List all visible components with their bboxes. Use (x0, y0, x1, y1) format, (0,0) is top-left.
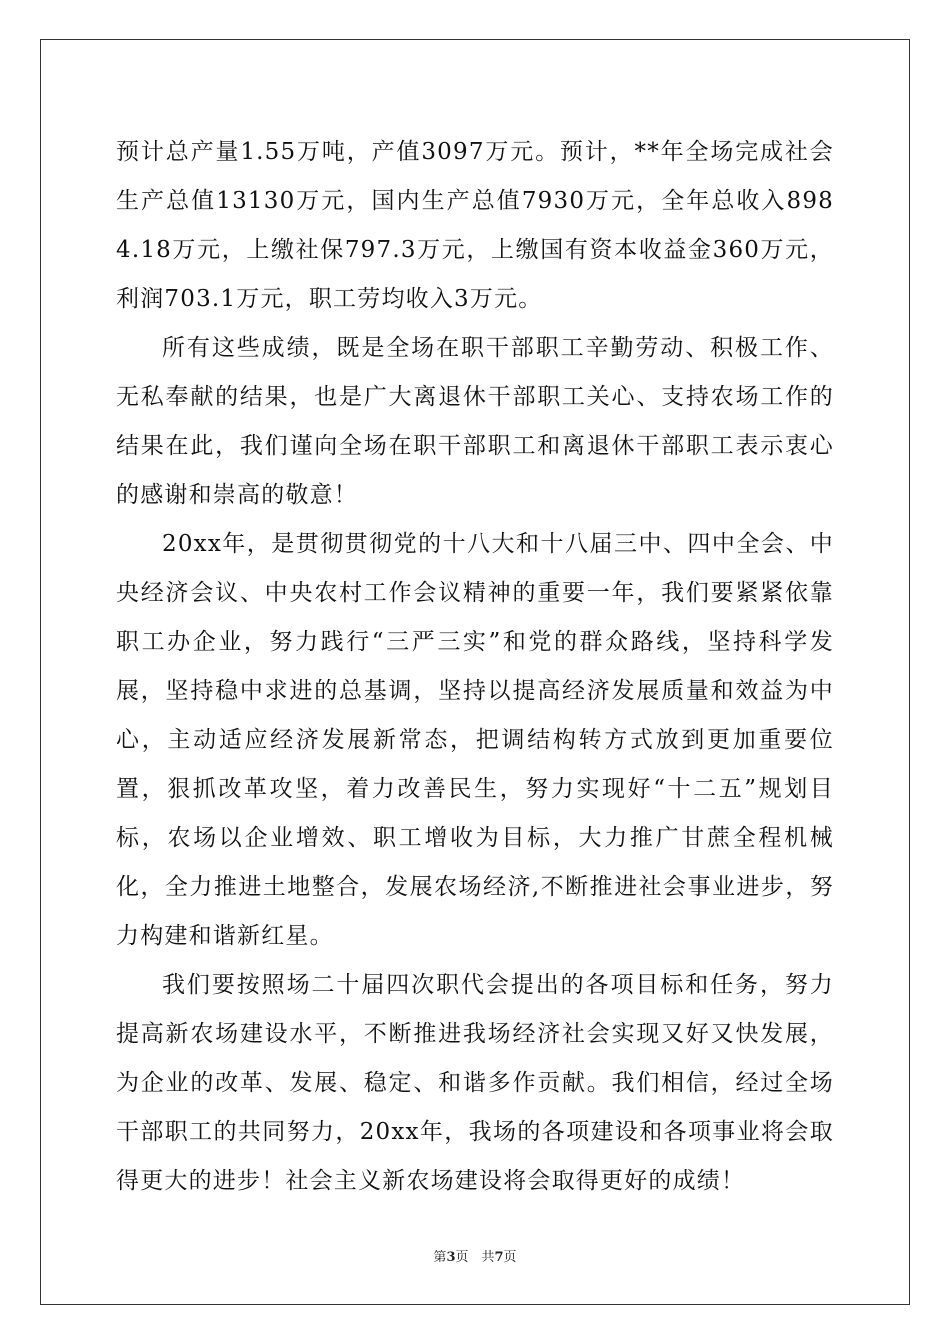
page-footer (0, 1246, 950, 1265)
paragraph-3: 20xx年，是贯彻贯彻党的十八大和十八届三中、四中全会、中央经济会议、中央农村工作会议精神的重要一年，我们要紧紧依靠职工办企业，努力践行“三严三实”和党的群众路线，坚持科学发展，坚持稳中求进的总基调，坚持以提高经济发展质量和效益为中心，主动适应经济发展新常态，把调结构转方式放到更加重要位置，狠抓改革攻坚，着力改善民生，努力实现好“十二五”规划目标，农场以企业增效、职工增收为目标，大力推广甘蔗全程机械化，全力推进土地整合，发展农场经济,不断推进社会事业进步，努力构建和谐新红星。 (116, 531, 834, 949)
page-label-mid: 页 共 (455, 1250, 495, 1265)
page-label-suffix: 页 (503, 1250, 517, 1265)
paragraph-1: 预计总产量1.55万吨，产值3097万元。预计，**年全场完成社会生产总值13130万元，国内生产总值7930万元，全年总收入8984.18万元，上缴社保797.3万元，上缴国有资本收益金360万元，利润703.1万元，职工劳均收入3万元。 (116, 139, 834, 312)
paragraph-4: 我们要按照场二十届四次职代会提出的各项目标和任务，努力提高新农场建设水平，不断推进我场经济社会实现又好又快发展，为企业的改革、发展、稳定、和谐多作贡献。我们相信，经过全场干部职工的共同努力，20xx年，我场的各项建设和各项事业将会取得更大的进步！社会主义新农场建设将会取得更好的成绩！ (116, 972, 834, 1194)
total-pages-number: 7 (494, 1250, 504, 1265)
page-label-prefix: 第 (433, 1250, 447, 1265)
paragraph-2: 所有这些成绩，既是全场在职干部职工辛勤劳动、积极工作、无私奉献的结果，也是广大离退休干部职工关心、支持农场工作的结果在此，我们谨向全场在职干部职工和离退休干部职工表示衷心的感谢和崇高的敬意！ (116, 335, 834, 508)
document-body (116, 128, 834, 1206)
current-page-number: 3 (446, 1250, 456, 1265)
